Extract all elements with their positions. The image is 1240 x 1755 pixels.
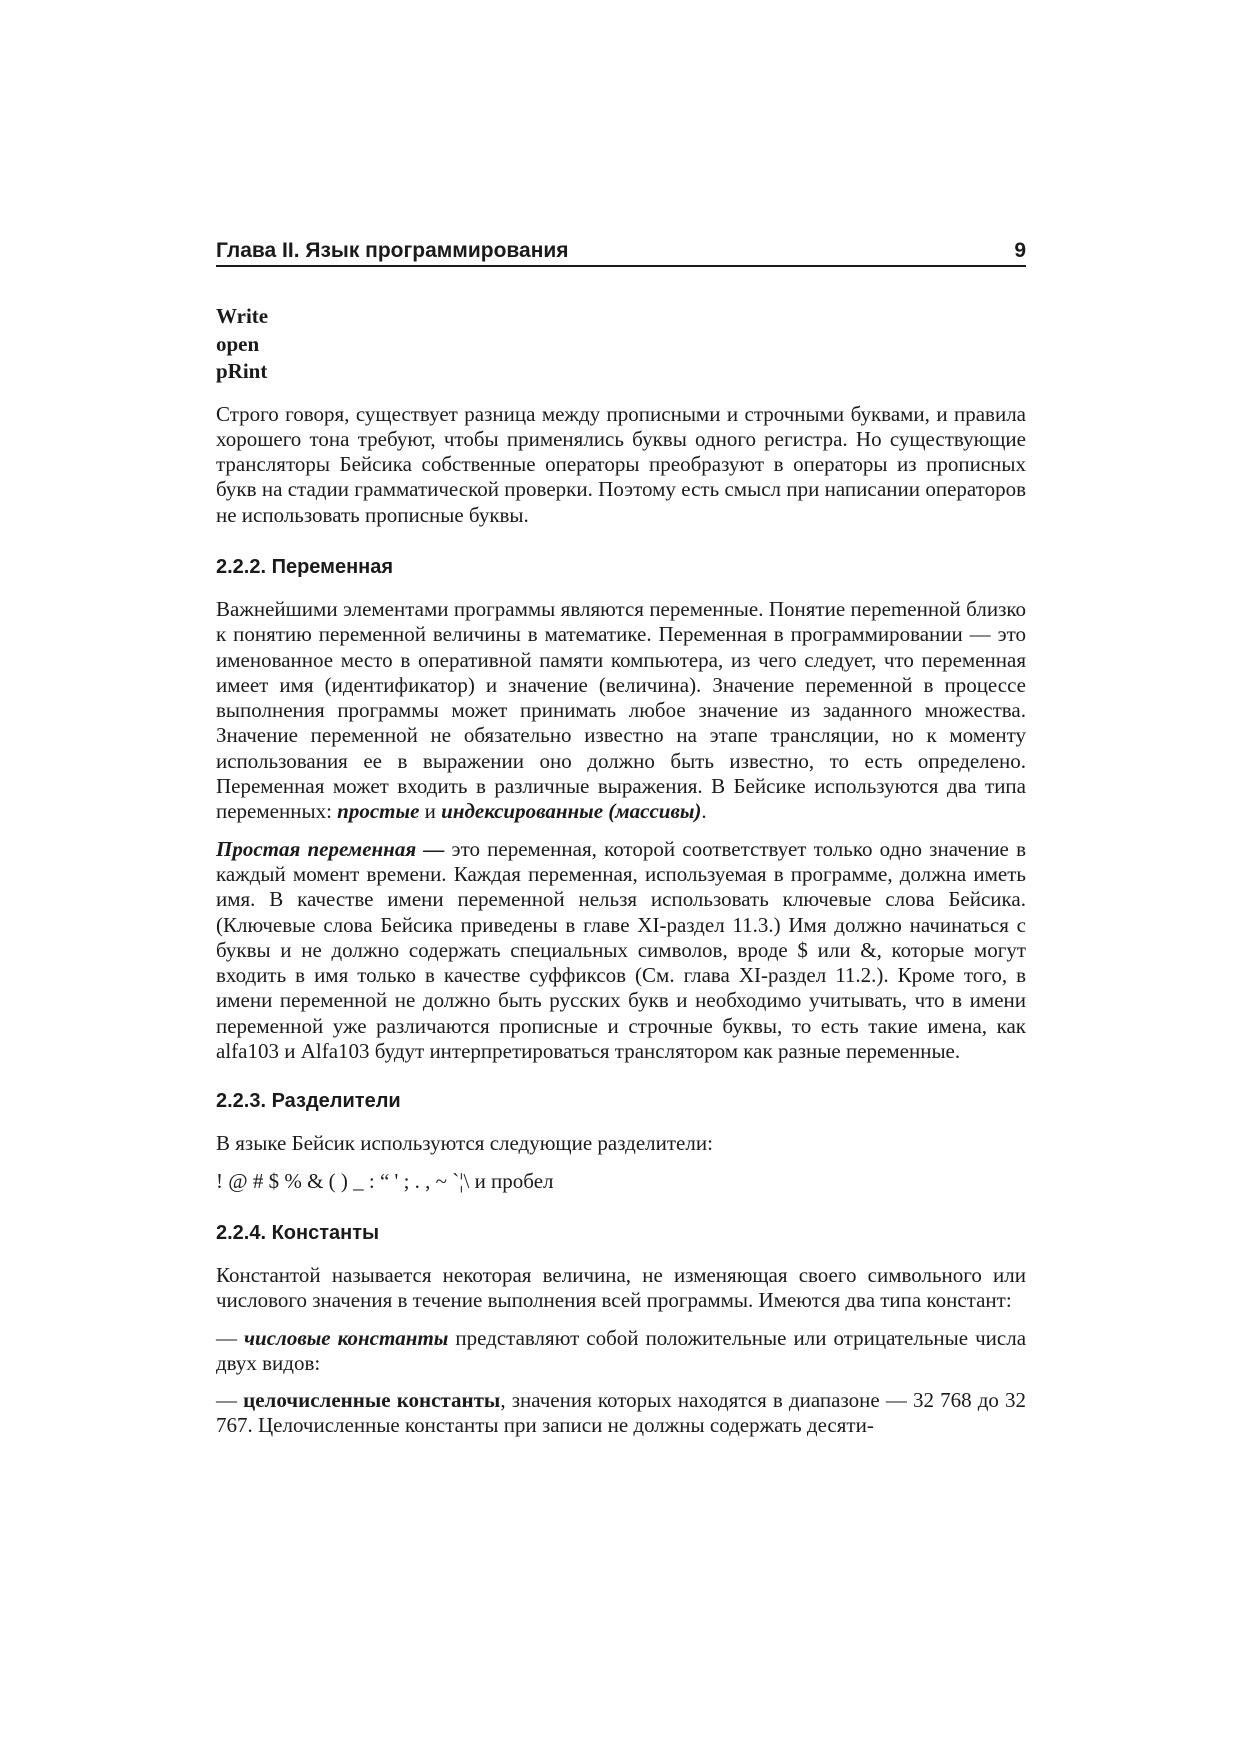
section-title-constants: 2.2.4. Константы: [216, 1221, 380, 1244]
section-title-separators: 2.2.3. Разделители: [216, 1090, 401, 1113]
numeric-dash: —: [216, 1325, 245, 1350]
paragraph-numeric-constants: [216, 1326, 1026, 1377]
running-header: [216, 238, 1026, 267]
numeric-constants-text: представляют собой положительные или отрицательные числа двух видов:: [216, 1325, 1027, 1375]
keyword-print: pRint: [216, 359, 268, 383]
integer-constants-term: целочисленные константы: [243, 1388, 501, 1413]
keyword-open: open: [216, 331, 260, 356]
page-number: 9: [1014, 239, 1026, 262]
paragraph-separators-intro: В языке Бейсик используются следующие разделители:: [216, 1131, 713, 1156]
keyword-write: Write: [216, 304, 269, 328]
term-simple: простые: [337, 799, 420, 824]
paragraph-variable-intro: [216, 597, 1026, 825]
sentence-end: .: [701, 799, 707, 824]
section-title-variable: 2.2.2. Переменная: [216, 555, 394, 578]
integer-dash: —: [216, 1388, 244, 1413]
keyword-list: [216, 303, 1026, 386]
simple-variable-term: Простая переменная —: [216, 836, 445, 861]
page-content: [216, 238, 1026, 1439]
chapter-title: Глава II. Язык программирования: [216, 239, 569, 262]
paragraph-integer-constants: [216, 1388, 1026, 1439]
separators-list: ! @ # $ % & ( ) _ : “ ' ; . , ~ `¦\ и пробел: [216, 1168, 554, 1193]
variable-intro-text: Важнейшими элементами программы являются переменные. Понятие переmенной близко к понятию переменной величины в математике. Переменная в программировании — это именованное место в оперативной памяти компьютера, из чего следует, что переменная имеет имя (идентификатор) и значение (величина). Значение переменной в процессе выполнения программы может принимать любое значение из заданного множества. Значение переменной не обязательно известно на этапе трансляции, но к моменту использования ее в выражении оно должно быть известно, то есть определено. Переменная может входить в различные выражения. В Бейсике используются два типа переменных:: [216, 596, 1026, 824]
paragraph-simple-variable: [216, 837, 1026, 1065]
paragraph-letter-case: Строго говоря, существует разница между прописными и строчными буквами, и правила хорошего тона требуют, чтобы применялись буквы одного регистра. Но существующие трансляторы Бейсика собственные операторы преобразуют в операторы из прописных букв на стадии грамматической проверки. Поэтому есть смысл при написании операторов не использовать прописные буквы.: [216, 401, 1026, 527]
conjunction: и: [419, 799, 442, 824]
integer-constants-text: , значения которых находятся в диапазоне — 32 768 до 32 767. Целочисленные константы при записи не должны содержать десяти-: [216, 1388, 1026, 1438]
paragraph-constants-intro: Константой называется некоторая величина, не изменяющая своего символьного или числового значения в течение выполнения всей программы. Имеются два типа констант:: [216, 1262, 1026, 1313]
simple-variable-text: это переменная, которой соответствует только одно значение в каждый момент времени. Каждая переменная, используемая в программе, должна иметь имя. В качестве имени переменной нельзя использовать ключевые слова Бейсика. (Ключевые слова Бейсика приведены в главе XI-раздел 11.3.) Имя должно начинаться с буквы и не должно содержать специальных символов, вроде $ или &, которые могут входить в имя только в качестве суффиксов (См. глава XI-раздел 11.2.). Кроме того, в имени переменной не должно быть русских букв и необходимо учитывать, что в имени переменной уже различаются прописные и строчные буквы, то есть такие имена, как alfa103 и Alfa103 будут интерпретироваться транслятором как разные переменные.: [216, 836, 1026, 1064]
numeric-constants-term: числовые константы: [244, 1325, 449, 1350]
term-indexed: индексированные (массивы): [441, 799, 702, 824]
